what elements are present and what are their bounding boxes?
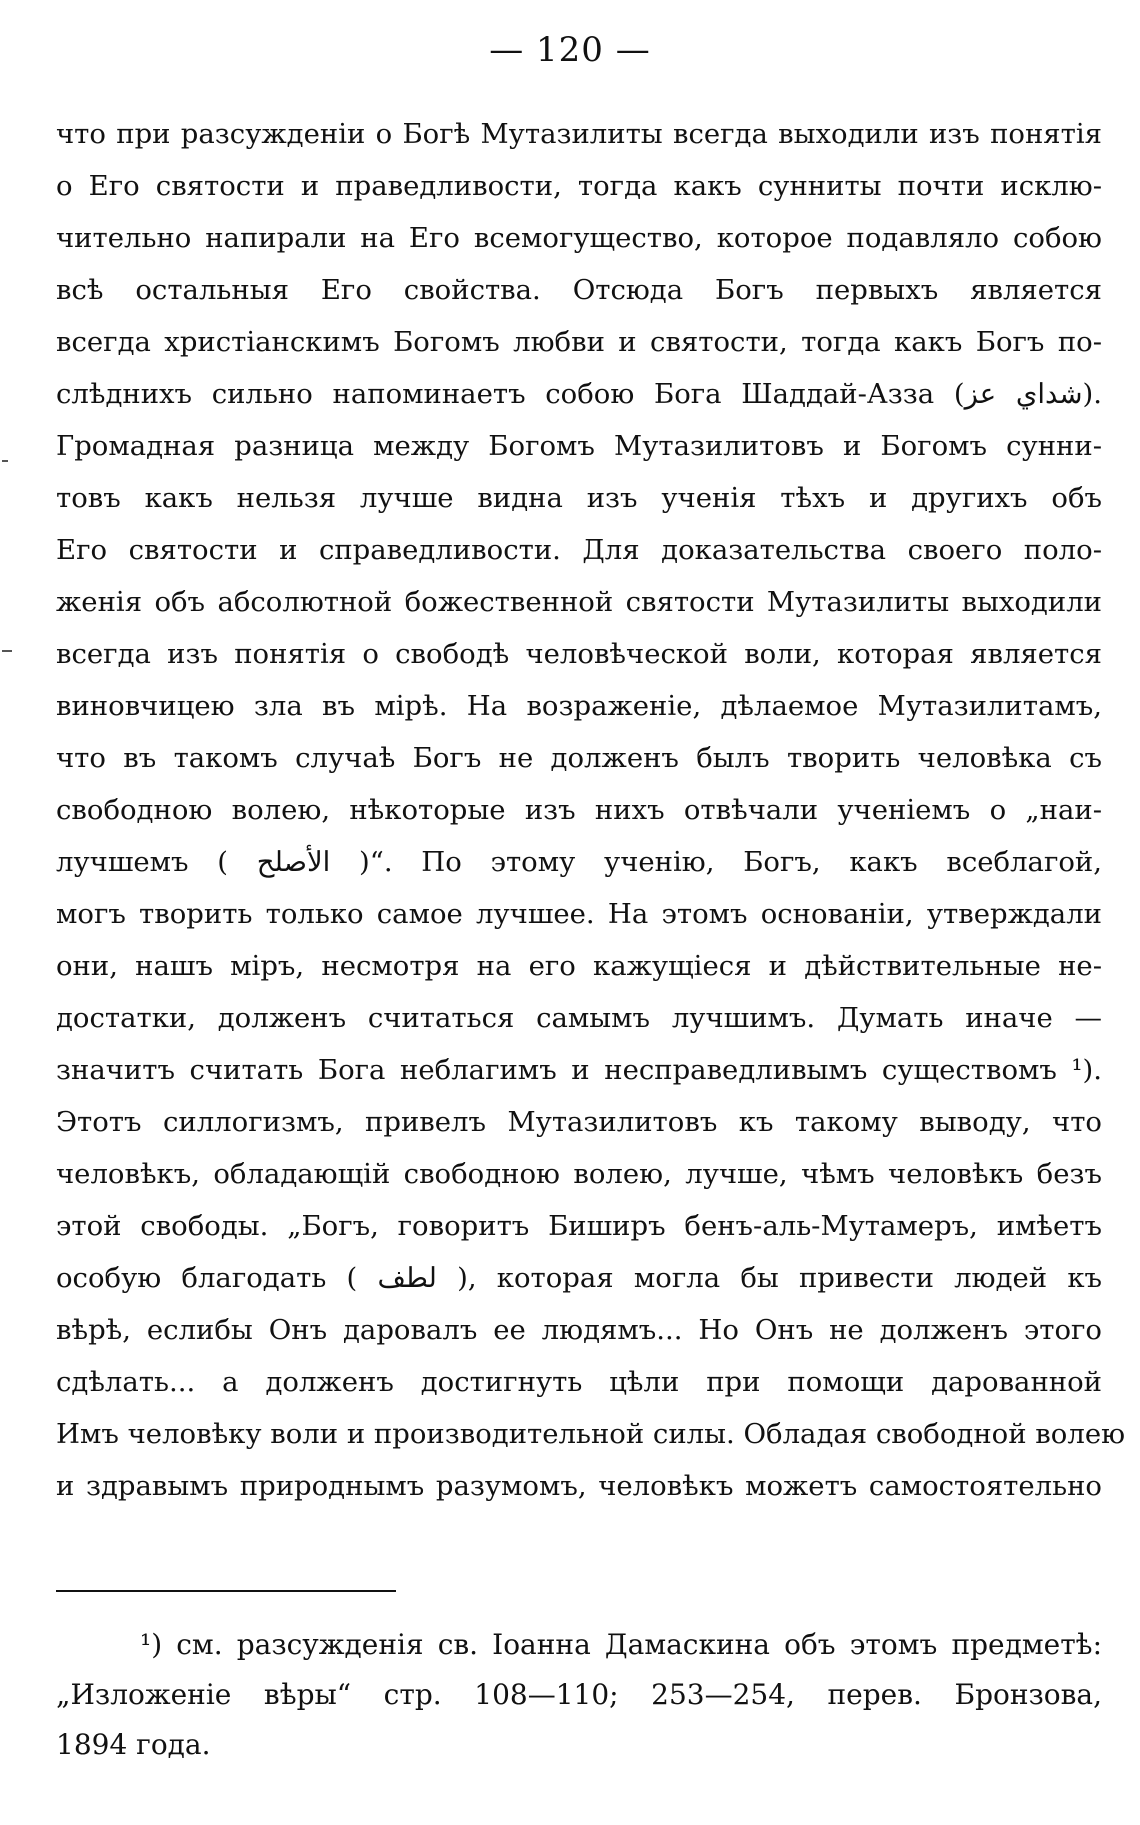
body-line: Его святости и справедливости. Для доказательства своего поло- [56,534,1102,566]
body-line: сдѣлать... а долженъ достигнуть цѣли при помощи дарованной [56,1366,1102,1398]
footnote-separator [56,1590,396,1592]
body-line: они, нашъ міръ, несмотря на его кажущіеся и дѣйствительные не- [56,950,1102,982]
body-line: Громадная разница между Богомъ Мутазилитовъ и Богомъ сунни- [56,430,1102,462]
body-line: всѣ остальныя Его свойства. Отсюда Богъ первыхъ является [56,274,1102,306]
footnote-line: „Изложеніе вѣры“ стр. 108—110; 253—254, перев. Бронзова, [56,1678,1102,1711]
body-line: всегда изъ понятія о свободѣ человѣческой воли, которая является [56,638,1102,670]
footnote-line: ¹) см. разсужденія св. Іоанна Дамаскина объ этомъ предметѣ: [140,1628,1102,1661]
body-line: о Его святости и праведливости, тогда какъ сунниты почти исклю- [56,170,1102,202]
body-line: могъ творить только самое лучшее. На этомъ основаніи, утверждали [56,898,1102,930]
body-line: Имъ человѣку воли и производительной силы. Обладая свободной волею [56,1418,1126,1450]
scan-margin-mark [2,460,8,462]
body-line: и здравымъ природнымъ разумомъ, человѣкъ можетъ самостоятельно [56,1470,1102,1502]
body-line: женія объ абсолютной божественной святости Мутазилиты выходили [56,586,1102,618]
scan-margin-mark [2,650,12,652]
body-line: что въ такомъ случаѣ Богъ не долженъ былъ творить человѣка съ [56,742,1102,774]
body-line: свободною волею, нѣкоторые изъ нихъ отвѣчали ученіемъ о „наи- [56,794,1102,826]
body-line: всегда христіанскимъ Богомъ любви и святости, тогда какъ Богъ по- [56,326,1102,358]
body-line: человѣкъ, обладающій свободною волею, лучше, чѣмъ человѣкъ безъ [56,1158,1102,1190]
body-line: этой свободы. „Богъ, говоритъ Биширъ бенъ-аль-Мутамеръ, имѣетъ [56,1210,1102,1242]
body-line: лучшемъ ( الأصلح )“. По этому ученію, Богъ, какъ всеблагой, [56,846,1102,878]
body-line: товъ какъ нельзя лучше видна изъ ученія тѣхъ и другихъ объ [56,482,1102,514]
body-line: чительно напирали на Его всемогущество, которое подавляло собою [56,222,1102,254]
body-line: достатки, долженъ считаться самымъ лучшимъ. Думать иначе — [56,1002,1102,1034]
body-line: что при разсужденіи о Богѣ Мутазилиты всегда выходили изъ понятія [56,118,1102,150]
body-line: слѣднихъ сильно напоминаетъ собою Бога Шаддай-Азза (شداي عز). [56,378,1102,410]
body-text [56,108,1126,1512]
body-line: значитъ считать Бога неблагимъ и несправедливымъ существомъ ¹). [56,1054,1102,1086]
body-line: виновчицею зла въ мірѣ. На возраженіе, дѣлаемое Мутазилитамъ, [56,690,1102,722]
body-line: вѣрѣ, еслибы Онъ даровалъ ее людямъ... Но Онъ не долженъ этого [56,1314,1102,1346]
body-line: особую благодать ( لطف ), которая могла бы привести людей къ [56,1262,1103,1294]
footnotes [56,1620,1102,1770]
page-number: — 120 — [489,30,651,70]
footnote-line: 1894 года. [56,1728,211,1761]
body-line: Этотъ силлогизмъ, привелъ Мутазилитовъ къ такому выводу, что [56,1106,1102,1138]
